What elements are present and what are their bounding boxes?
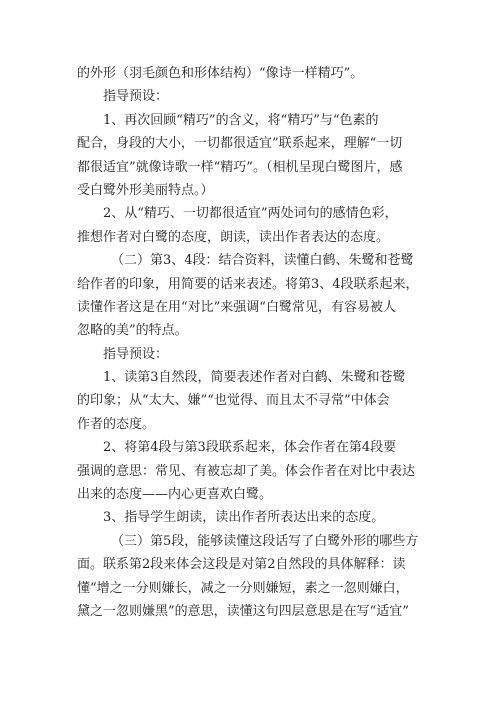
paragraph-line-12: 忽略的美”的特点。 [77,323,188,339]
paragraph-line-1: 的外形（羽毛颜色和形体结构）“像诗一样精巧”。 [77,66,364,81]
paragraph-line-7: 2、从“精巧、一切都很适宜”两处词句的感情色彩， [103,206,398,222]
paragraph-line-9: （二）第3、4段：结合资料，读懂白鹤、朱鹭和苍鹭 [111,253,414,269]
paragraph-line-3: 1、再次回顾“精巧”的含义，将“精巧”与“色素的 [103,112,379,128]
paragraph-line-8: 推想作者对白鹭的态度，朗读，读出作者表达的态度。 [77,229,390,245]
paragraph-line-10: 给作者的印象，用简要的话来表述。将第3、4段联系起来， [77,276,419,292]
paragraph-line-5: 都很适宜”就像诗歌一样“精巧”。（相机呈现白鹭图片，感 [77,159,403,175]
paragraph-line-17: 2、将第4段与第3段联系起来，体会作者在第4段要 [103,440,397,456]
paragraph-line-15: 的印象；从“太大、嫌”“也觉得、而且太不寻常”中体会 [77,393,390,409]
paragraph-line-21: （三）第5段，能够读懂这段话写了白鹭外形的哪些方 [111,533,419,549]
paragraph-line-24: 黛之一忽则嫌黑”的意思，读懂这句四层意思是在写“适宜” [77,603,409,619]
paragraph-line-14: 1、读第3自然段，简要表述作者对白鹤、朱鹭和苍鹭 [103,370,406,386]
paragraph-line-23: 懂“增之一分则嫌长，减之一分则嫌短，素之一忽则嫌白， [77,580,409,596]
paragraph-line-13: 指导预设： [103,346,169,362]
paragraph-line-22: 面。联系第2段来体会这段是对第2自然段的具体解释：读 [77,557,406,573]
paragraph-line-6: 受白鹭外形美丽特点。） [77,182,214,198]
paragraph-line-11: 读懂作者这是在用“对比”来强调“白鹭常见，有容易被人 [77,299,396,315]
document-body [77,62,427,623]
paragraph-line-2: 指导预设： [103,89,169,105]
paragraph-line-18: 强调的意思：常见、有被忘却了美。体会作者在对比中表达 [77,463,416,479]
paragraph-line-19: 出来的态度——内心更喜欢白鹭。 [77,487,273,503]
paragraph-line-16: 作者的态度。 [77,416,156,432]
paragraph-line-4: 配合，身段的大小，一切都很适宜”联系起来，理解“一切 [77,136,403,152]
paragraph-line-20: 3、指导学生朗读，读出作者所表达出来的态度。 [103,510,385,526]
